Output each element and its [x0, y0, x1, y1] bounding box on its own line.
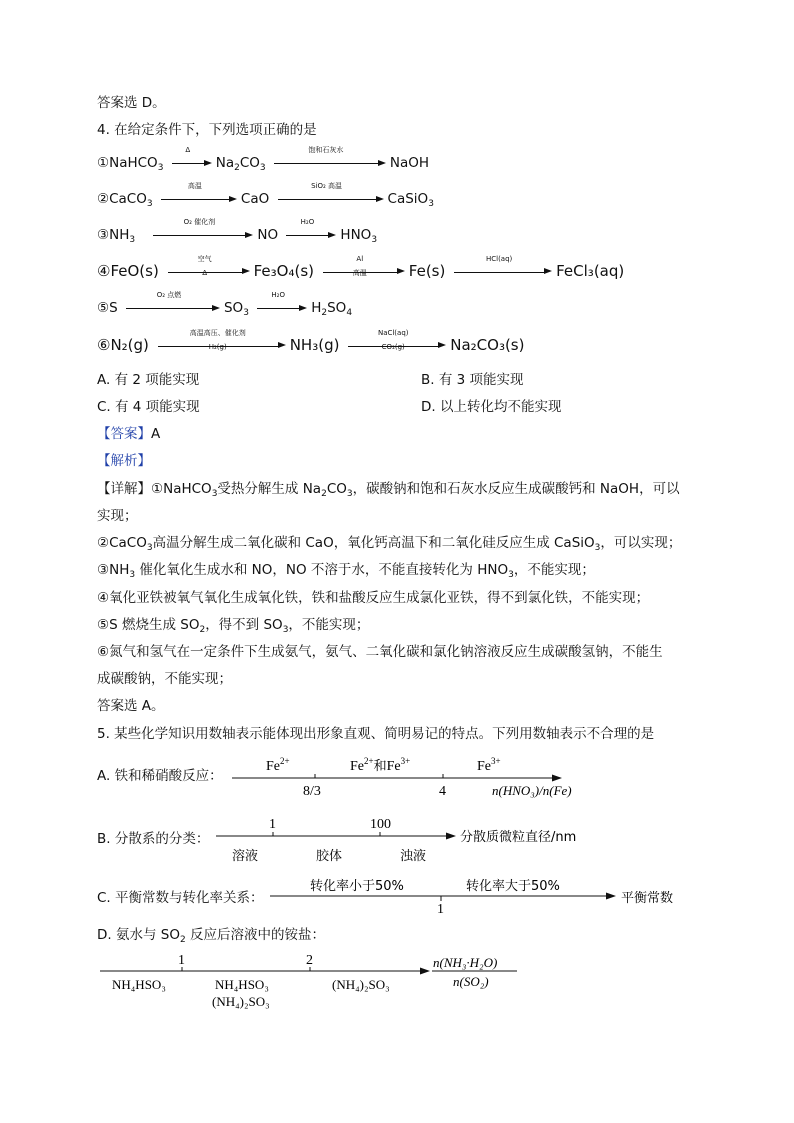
arrow-condition: HCl(aq)	[485, 254, 513, 263]
final-answer: 答案选 A。	[97, 698, 165, 714]
answer-label: 【答案】	[97, 426, 151, 442]
region-label: 转化率小于50%	[310, 879, 404, 894]
reaction-number: ②	[97, 191, 110, 207]
previous-answer: 答案选 D。	[97, 95, 166, 111]
subscript: 2	[321, 308, 328, 318]
q5-option-a-label[interactable]: A. 铁和稀硝酸反应：	[97, 768, 223, 784]
reaction-3	[97, 218, 378, 250]
subscript: 3	[259, 163, 266, 173]
text: ，不能实现；	[513, 562, 595, 578]
arrow-condition: SiO₂ 高温	[311, 182, 342, 190]
tick-label: 8/3	[303, 784, 321, 799]
reactant: FeO(s)	[110, 262, 159, 280]
arrow-condition: 高温	[187, 182, 202, 190]
axis-numerator: n(NH₃·H₂O)	[433, 955, 498, 970]
arrow-condition: Al	[356, 254, 364, 263]
subscript: 3	[157, 163, 164, 173]
subscript: 2	[199, 625, 206, 635]
reaction-arrow	[158, 328, 286, 352]
subscript: 3	[211, 489, 218, 499]
reaction-number: ③	[97, 227, 110, 243]
arrow-condition: CO₂(g)	[381, 342, 405, 351]
axis-label: 平衡常数	[621, 891, 674, 906]
reactant: S	[109, 300, 118, 316]
region-label: $Fe^{3+}$	[477, 756, 501, 774]
subscript: 2	[234, 163, 240, 173]
product: Na₂CO₃(s)	[450, 336, 525, 354]
tick-label: 4	[439, 784, 446, 799]
tick-label: 1	[437, 902, 444, 917]
text: 高温分解生成二氧化碳和 CaO，氧化钙高温下和二氧化硅反应生成 CaSiO	[152, 535, 595, 551]
reaction-arrow	[168, 254, 250, 278]
reaction-arrow	[274, 146, 386, 169]
reaction-4	[97, 254, 625, 281]
detail-label: 【详解】	[97, 481, 151, 497]
reaction-number: ①	[97, 155, 110, 171]
reactant: N₂(g)	[110, 336, 149, 354]
analysis-label	[97, 451, 151, 471]
question-4-title: 4. 在给定条件下，下列选项正确的是	[97, 122, 317, 138]
subscript: 4	[346, 308, 353, 318]
subscript: 3	[346, 489, 353, 499]
reactant: NH	[109, 227, 130, 243]
detail-line-1	[97, 479, 680, 504]
reaction-number: ④	[97, 262, 111, 280]
region-label: $Fe^{2+}$	[266, 756, 290, 774]
text: ，不能实现；	[288, 617, 370, 633]
arrow-condition: O₂ 点燃	[156, 291, 182, 299]
reaction-number: ⑤	[97, 300, 110, 316]
text: 催化氧化生成水和 NO，NO 不溶于水，不能直接转化为 HNO	[135, 562, 509, 578]
region-label: (NH₄)₂SO₃	[212, 994, 270, 1009]
q5-option-c-label[interactable]: C. 平衡常数与转化率关系：	[97, 890, 264, 906]
intermediate: Na	[215, 155, 235, 171]
arrow-condition: 高温	[352, 268, 367, 277]
reactant: CaCO	[109, 191, 147, 207]
subscript: 2	[179, 935, 186, 945]
intermediate: Fe(s)	[408, 262, 446, 280]
option-b[interactable]: B. 有 3 项能实现	[421, 372, 524, 388]
option-a[interactable]: A. 有 2 项能实现	[97, 372, 200, 388]
region-label: 浊液	[400, 849, 427, 864]
reaction-arrow	[257, 291, 307, 314]
subscript: 3	[146, 199, 153, 209]
intermediate: SO	[223, 300, 244, 316]
intermediate: NH₃(g)	[289, 336, 340, 354]
detail-line-3	[97, 560, 595, 585]
arrow-condition: H₂O	[271, 291, 286, 299]
detail-line-4: ④氧化亚铁被氧气氧化生成氧化铁，铁和盐酸反应生成氯化亚铁，得不到氯化铁，不能实现；	[97, 590, 650, 606]
intermediate: Fe₃O₄(s)	[253, 262, 314, 280]
region-label: $Fe^{2+}$和$Fe^{3+}$	[350, 756, 411, 774]
intermediate: NO	[257, 227, 279, 243]
detail-line-6b: 成碳酸钠，不能实现；	[97, 671, 232, 687]
tick-label: 1	[269, 817, 276, 832]
detail-line-2	[97, 533, 681, 558]
reaction-arrow	[172, 146, 212, 169]
q5-option-c-number-line	[0, 872, 794, 918]
q5-option-a-number-line	[0, 750, 794, 800]
arrow-condition: O₂ 催化剂	[183, 218, 216, 226]
subscript: 3	[428, 199, 434, 209]
q5-option-b-number-line	[0, 812, 794, 868]
analysis-tag: 【解析】	[97, 453, 151, 469]
subscript: 3	[243, 308, 249, 318]
detail-line-5	[97, 615, 369, 640]
text: ，碳酸钠和饱和石灰水反应生成碳酸钙和 NaOH，可以	[352, 481, 680, 497]
subscript: 3	[129, 235, 136, 245]
subscript: 3	[594, 543, 601, 553]
reaction-arrow	[286, 218, 336, 241]
detail-line-1b: 实现；	[97, 508, 138, 524]
q5-option-b-label[interactable]: B. 分散系的分类：	[97, 831, 210, 847]
subscript: 3	[129, 570, 136, 580]
reaction-5	[97, 291, 353, 323]
intermediate-part: CO	[239, 155, 260, 171]
text: 受热分解生成 Na	[217, 481, 322, 497]
text: ①NaHCO	[151, 481, 212, 497]
detail-line-6: ⑥氮气和氢气在一定条件下生成氨气，氨气、二氧化碳和氯化钠溶液反应生成碳酸氢钠，不能生	[97, 644, 663, 660]
arrow-condition: 空气	[197, 254, 212, 263]
reaction-arrow	[348, 328, 446, 352]
q5-option-d-number-line	[0, 948, 794, 1014]
subscript: 3	[146, 543, 153, 553]
axis-label: 分散质微粒直径/nm	[460, 830, 577, 845]
reaction-arrow	[153, 218, 253, 241]
subscript: 3	[508, 570, 514, 580]
subscript: 2	[321, 489, 327, 499]
question-5-title: 5. 某些化学知识用数轴表示能体现出形象直观、简明易记的特点。下列用数轴表示不合理的是	[97, 726, 655, 742]
text: ②CaCO	[97, 535, 147, 551]
text: CO	[326, 481, 347, 497]
text: 反应后溶液中的铵盐：	[185, 927, 325, 943]
text: ③NH	[97, 562, 130, 578]
arrow-condition: 饱和石灰水	[308, 146, 344, 154]
arrow-condition: H₂O	[300, 218, 315, 226]
product: H	[311, 300, 322, 316]
tick-label: 100	[370, 817, 391, 832]
option-d[interactable]: D. 以上转化均不能实现	[421, 399, 562, 415]
product: CaSiO	[387, 191, 429, 207]
region-label: (NH₄)₂SO₃	[332, 977, 390, 992]
answer-line	[97, 424, 160, 444]
reaction-number: ⑥	[97, 336, 111, 354]
region-label: 溶液	[232, 849, 259, 864]
reaction-1	[97, 146, 430, 178]
axis-denominator: n(SO₂)	[453, 974, 489, 989]
reaction-arrow	[323, 254, 405, 278]
axis-label: n(HNO₃)/n(Fe)	[492, 783, 572, 798]
region-label: 胶体	[316, 849, 343, 864]
subscript: 3	[371, 235, 378, 245]
text: ⑤S 燃烧生成 SO	[97, 617, 200, 633]
region-label: 转化率大于50%	[466, 879, 560, 894]
arrow-condition: H₂(g)	[208, 342, 227, 351]
tick-label: 2	[306, 953, 313, 968]
arrow-condition: 高温高压、催化剂	[189, 328, 246, 337]
product: NaOH	[389, 155, 430, 171]
reaction-arrow	[161, 182, 237, 205]
region-label: NH₄HSO₃	[215, 977, 269, 992]
reaction-6	[97, 328, 525, 355]
arrow-condition: NaCl(aq)	[377, 328, 409, 337]
arrow-condition: Δ	[185, 146, 191, 154]
reactant: NaHCO	[109, 155, 158, 171]
text: ，得不到 SO	[205, 617, 283, 633]
intermediate: CaO	[240, 191, 270, 207]
text: ，可以实现；	[600, 535, 682, 551]
product: FeCl₃(aq)	[556, 262, 625, 280]
text: D. 氨水与 SO	[97, 927, 180, 943]
product: HNO	[340, 227, 372, 243]
option-c[interactable]: C. 有 4 项能实现	[97, 399, 200, 415]
reaction-2	[97, 182, 434, 214]
reaction-arrow	[126, 291, 220, 314]
reaction-arrow	[454, 254, 552, 278]
arrow-condition: Δ	[202, 268, 207, 277]
q5-option-d-label[interactable]	[97, 925, 325, 950]
tick-label: 1	[178, 953, 185, 968]
product-part: SO	[327, 300, 347, 316]
reaction-arrow	[278, 182, 384, 205]
region-label: NH₄HSO₃	[112, 977, 166, 992]
answer-value: A	[151, 426, 161, 442]
subscript: 3	[282, 625, 289, 635]
